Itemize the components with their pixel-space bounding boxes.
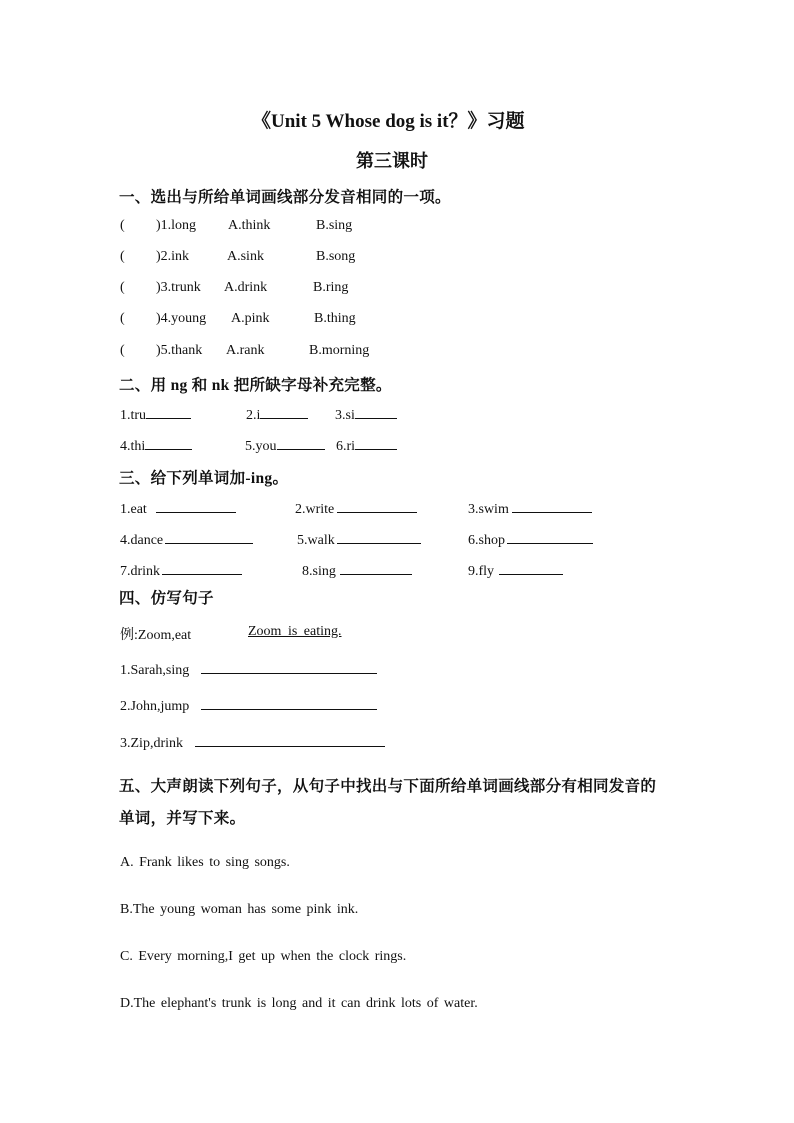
option-b: B.ring [313,280,349,295]
answer-blank [512,500,592,513]
answer-paren: ( [120,218,125,233]
option-a: A.rank [226,343,265,358]
fill-item: 2.write [295,500,417,518]
fill-item: 4.dance [120,531,253,549]
answer-blank [337,531,421,544]
fill-item: 2.i [246,406,308,424]
section4-heading: 四、仿写句子 [119,590,214,607]
option-a: A.sink [227,249,264,264]
fill-item: 9.fly [468,562,563,580]
reading-sentence: B.The young woman has some pink ink. [120,902,359,917]
fill-item: 6.shop [468,531,593,549]
rewrite-item: 1.Sarah,sing [120,661,377,679]
answer-blank [499,562,563,575]
answer-blank [201,661,377,674]
fill-item: 6.ri [336,437,397,455]
fill-item: 4.thi [120,437,192,455]
answer-blank [201,697,377,710]
answer-blank [145,437,192,450]
answer-paren: ( [120,280,125,295]
section1-heading: 一、选出与所给单词画线部分发音相同的一项。 [119,189,451,206]
fill-item: 1.tru [120,406,191,424]
answer-blank [165,531,253,544]
rewrite-item: 3.Zip,drink [120,734,385,752]
answer-blank [156,500,236,513]
rewrite-item: 2.John,jump [120,697,377,715]
page-subtitle: 第三课时 [356,151,428,171]
answer-paren: ( [120,343,125,358]
section5-heading-continued: 单词，并写下来。 [119,810,246,827]
answer-blank [146,406,191,419]
answer-paren: ( [120,311,125,326]
answer-paren: ( [120,249,125,264]
answer-blank [355,437,397,450]
page-title: 《Unit 5 Whose dog is it？》习题 [252,111,525,132]
question-word: )2.ink [156,249,190,264]
fill-item: 5.walk [297,531,421,549]
question-word: )3.trunk [156,280,201,295]
fill-item: 1.eat [120,500,236,518]
option-b: B.thing [314,311,356,326]
section5-heading: 五、大声朗读下列句子，从句子中找出与下面所给单词画线部分有相同发音的 [119,778,657,795]
option-a: A.pink [231,311,270,326]
reading-sentence: C. Every morning,I get up when the clock rings. [120,949,407,964]
option-b: B.sing [316,218,353,233]
option-a: A.drink [224,280,268,295]
answer-blank [162,562,242,575]
answer-blank [355,406,397,419]
example-answer: Zoom is eating. [248,624,342,639]
answer-blank [277,437,325,450]
option-b: B.morning [309,343,370,358]
section2-heading: 二、用 ng 和 nk 把所缺字母补充完整。 [119,377,392,394]
answer-blank [260,406,308,419]
option-b: B.song [316,249,356,264]
answer-blank [340,562,412,575]
question-word: )1.long [156,218,197,233]
answer-blank [507,531,593,544]
question-word: )4.young [156,311,207,326]
section3-heading: 三、给下列单词加-ing。 [119,470,289,487]
fill-item: 3.swim [468,500,592,518]
answer-blank [337,500,417,513]
reading-sentence: A. Frank likes to sing songs. [120,855,290,870]
fill-item: 7.drink [120,562,242,580]
fill-item: 8.sing [302,562,412,580]
fill-item: 3.si [335,406,397,424]
fill-item: 5.you [245,437,325,455]
question-word: )5.thank [156,343,203,358]
reading-sentence: D.The elephant's trunk is long and it can drink lots of water. [120,996,478,1011]
example-label: 例:Zoom,eat [120,628,192,643]
answer-blank [195,734,385,747]
option-a: A.think [228,218,271,233]
